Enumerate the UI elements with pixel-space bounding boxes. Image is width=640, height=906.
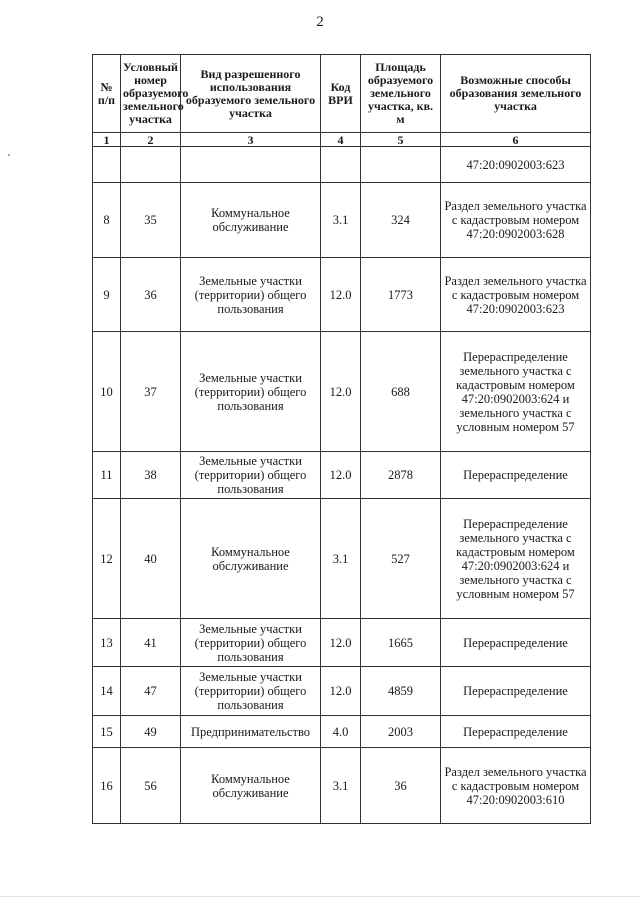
table-row <box>93 619 591 667</box>
table-cell: Перераспределение <box>441 716 591 748</box>
table-cell: Земельные участки (территории) общего пользования <box>181 258 321 332</box>
table-cell: 3.1 <box>321 183 361 258</box>
table-cell: 324 <box>361 183 441 258</box>
table-cell: Раздел земельного участка с кадастровым номером 47:20:0902003:610 <box>441 748 591 824</box>
header-cell: Условный номер образуемого земельного участка <box>121 55 181 133</box>
table-cell: 4859 <box>361 667 441 716</box>
table-cell: 3.1 <box>321 748 361 824</box>
page-bottom-edge <box>0 896 640 897</box>
table-cell: 12.0 <box>321 619 361 667</box>
table-cell: 3.1 <box>321 499 361 619</box>
table-cell: Перераспределение <box>441 619 591 667</box>
land-plots-table <box>92 54 591 824</box>
table-cell: 688 <box>361 332 441 452</box>
column-number: 2 <box>121 133 181 147</box>
table-cell: 41 <box>121 619 181 667</box>
table-row <box>93 499 591 619</box>
table-cell: 49 <box>121 716 181 748</box>
table-cell: 12.0 <box>321 332 361 452</box>
table-cell: 36 <box>121 258 181 332</box>
header-cell: Площадь образуемого земельного участка, кв. м <box>361 55 441 133</box>
table-row <box>93 452 591 499</box>
header-cell: № п/п <box>93 55 121 133</box>
table-cell: Коммунальное обслуживание <box>181 183 321 258</box>
table-row <box>93 716 591 748</box>
table-cell: Перераспределение земельного участка с кадастровым номером 47:20:0902003:624 и земельного участка с условным номером 57 <box>441 499 591 619</box>
table-row <box>93 667 591 716</box>
table-cell: 37 <box>121 332 181 452</box>
table-cell: 1773 <box>361 258 441 332</box>
header-row <box>93 55 591 133</box>
table-cell: 2878 <box>361 452 441 499</box>
table-cell: Предпринимательство <box>181 716 321 748</box>
table-cell: Перераспределение <box>441 452 591 499</box>
table-cell <box>321 147 361 183</box>
table-cell: Коммунальное обслуживание <box>181 499 321 619</box>
table-cell: Земельные участки (территории) общего пользования <box>181 332 321 452</box>
table-cell: 14 <box>93 667 121 716</box>
table-cell: 10 <box>93 332 121 452</box>
table-cell: Перераспределение земельного участка с кадастровым номером 47:20:0902003:624 и земельного участка с условным номером 57 <box>441 332 591 452</box>
table-cell <box>121 147 181 183</box>
table-cell: 40 <box>121 499 181 619</box>
table-cell: Раздел земельного участка с кадастровым номером 47:20:0902003:623 <box>441 258 591 332</box>
table-cell: 56 <box>121 748 181 824</box>
table-cell: Коммунальное обслуживание <box>181 748 321 824</box>
table-row <box>93 183 591 258</box>
header-cell: Вид разрешенного использования образуемого земельного участка <box>181 55 321 133</box>
table-cell: 16 <box>93 748 121 824</box>
column-number: 5 <box>361 133 441 147</box>
header-cell: Возможные способы образования земельного участка <box>441 55 591 133</box>
column-number: 1 <box>93 133 121 147</box>
table-cell: Земельные участки (территории) общего пользования <box>181 452 321 499</box>
table-cell <box>181 147 321 183</box>
table-cell: 11 <box>93 452 121 499</box>
column-number: 6 <box>441 133 591 147</box>
table-cell: 38 <box>121 452 181 499</box>
continuation-row <box>93 147 591 183</box>
table-cell: 9 <box>93 258 121 332</box>
table-cell: 36 <box>361 748 441 824</box>
table-cell: Земельные участки (территории) общего пользования <box>181 619 321 667</box>
table-cell: Перераспределение <box>441 667 591 716</box>
table-cell: 35 <box>121 183 181 258</box>
table-cell: Земельные участки (территории) общего пользования <box>181 667 321 716</box>
table-cell: 15 <box>93 716 121 748</box>
table-cell: 12.0 <box>321 452 361 499</box>
table-cell: 12.0 <box>321 258 361 332</box>
table-cell: 4.0 <box>321 716 361 748</box>
table-row <box>93 258 591 332</box>
table-cell: 1665 <box>361 619 441 667</box>
page-number: 2 <box>316 14 324 30</box>
stray-mark <box>8 154 10 156</box>
table-cell: 527 <box>361 499 441 619</box>
table-cell <box>361 147 441 183</box>
table-cell: Раздел земельного участка с кадастровым номером 47:20:0902003:628 <box>441 183 591 258</box>
column-number: 3 <box>181 133 321 147</box>
table-cell: 47 <box>121 667 181 716</box>
header-cell: Код ВРИ <box>321 55 361 133</box>
table-cell: 12.0 <box>321 667 361 716</box>
table-cell: 47:20:0902003:623 <box>441 147 591 183</box>
table-row <box>93 332 591 452</box>
table-cell: 2003 <box>361 716 441 748</box>
column-number-row <box>93 133 591 147</box>
table-cell: 13 <box>93 619 121 667</box>
table-cell: 8 <box>93 183 121 258</box>
table-row <box>93 748 591 824</box>
table-cell: 12 <box>93 499 121 619</box>
table-cell <box>93 147 121 183</box>
column-number: 4 <box>321 133 361 147</box>
